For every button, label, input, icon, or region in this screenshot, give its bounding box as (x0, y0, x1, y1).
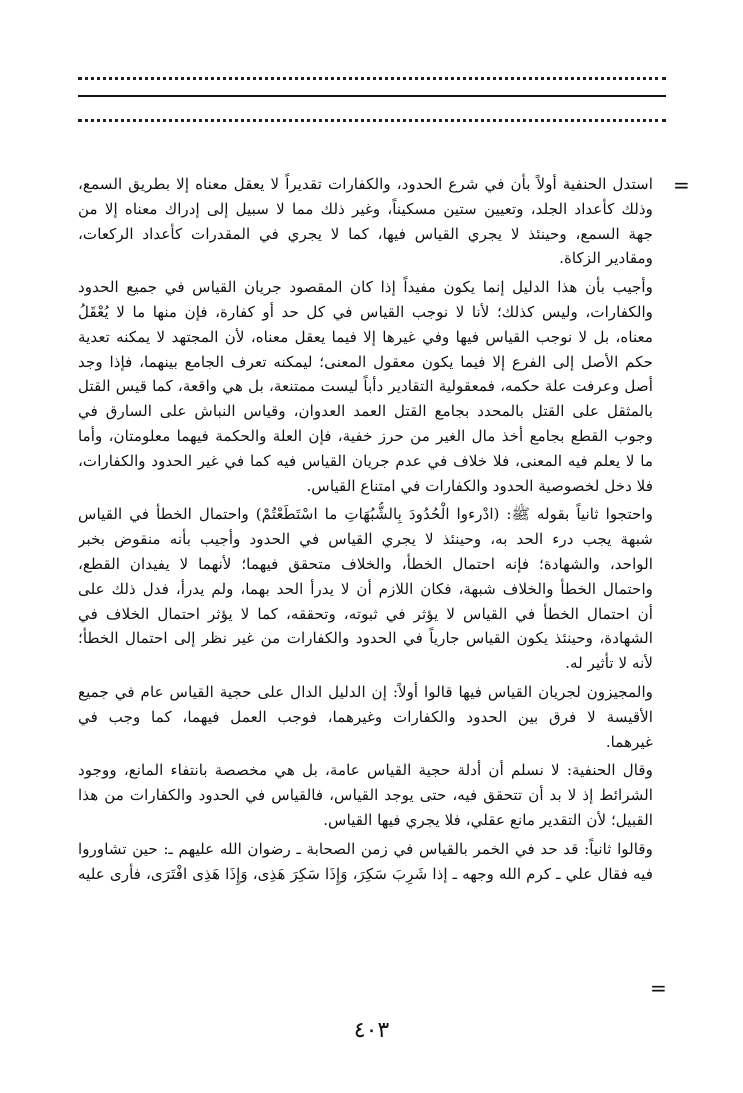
text-line: القبيل؛ لأن التقدير مانع عقلي، فلا يجري فيها القياس. (323, 810, 653, 829)
text-line: أصل وعرفت علة حكمه، فمعقولية التقادير دأباً ليست ممتنعة، بل هي واقعة، كما قيس القتل (78, 377, 653, 396)
paragraph (78, 275, 653, 498)
text-line: ومقادير الزكاة. (559, 249, 653, 268)
paragraph (78, 172, 653, 271)
text-line: وقال الحنفية: لا نسلم أن أدلة حجية القياس عامة، بل هي مخصصة بانتفاء المانع، ووجود (78, 761, 653, 780)
text-line: فيه فقال علي ـ كرم الله وجهه ـ إذا شَرِبَ سَكِرَ، وَإِذَا سَكِرَ هَذِى، وَإِذَا هَذِى افْتَرَى، فأرى عليه (78, 864, 653, 883)
text-line: بالمثقل على القتل بالمحدد بجامع القتل العمد العدوان، وقياس النباش على السارق في (78, 402, 653, 421)
header-solid-rule (78, 95, 666, 97)
text-line: ما لا يعلم فيه المعنى، فلا خلاف في عدم جريان القياس فيه كما في غير الحدود والكفارات، (78, 451, 653, 470)
text-line: الشرائط إذ لا بد أن تتحقق فيه، حتى يوجد القياس، فالقياس في الحدود والكفارات من هذا (78, 786, 653, 805)
paragraph (78, 502, 653, 676)
paragraph (78, 680, 653, 754)
header-dotted-rule-top (78, 77, 666, 80)
text-line: وقالوا ثانياً: قد حد في الخمر بالقياس في زمن الصحابة ـ رضوان الله عليهم ـ: حين تشاوروا (78, 839, 653, 858)
text-line: والمجيزون لجريان القياس فيها قالوا أولاً: إن الدليل الدال على حجية القياس عام في جميع (78, 682, 653, 701)
text-line: والكفارات، وليس كذلك؛ لأنا لا نوجب القياس في كل حد أو كفارة، فإن منها ما لا يُعْقَلُ (78, 302, 653, 321)
text-line: غيرهما. (605, 732, 653, 751)
text-line: الأقيسة لا فرق بين الحدود والكفارات وغيرهما، فوجب العمل فيهما، كما وجب في (78, 707, 653, 726)
text-line: استدل الحنفية أولاً بأن في شرع الحدود، والكفارات تقديراً لا يعقل معناه إلا بطريق السمع، (78, 175, 653, 193)
text-line: فلا دخل لخصوصية الحدود والكفارات في امتناع القياس. (306, 476, 653, 495)
continuation-marker-start: = (673, 173, 690, 197)
page-body-text (78, 172, 653, 886)
text-line: حكم الأصل إلى الفرع إلا فيما يكون معقول المعنى؛ ليمكنه تعرف الجامع بينهما، فإذا وجد (78, 352, 653, 371)
page-number: ٤٠٣ (353, 1018, 390, 1043)
text-line: واحتمال الخطأ والخلاف شبهة، فكان اللازم أن لا يدرأ الحد بهما، ولم يدرأ، فدل ذلك على (78, 579, 653, 598)
text-line: جهة السمع، وحينئذ لا يجري القياس فيها، كما لا يجري في المقدرات كأعداد الركعات، (78, 224, 653, 243)
text-line: أن احتمال الخطأ في القياس لا يؤثر في ثبوته، وتحققه، كما لا يؤثر احتمال الخلاف في (78, 604, 653, 623)
header-dotted-rule-bottom (78, 119, 666, 122)
text-line: واحتجوا ثانياً بقوله ﷺ: (ادْرءوا الْحُدُودَ بِالشُّبُهَاتِ ما اسْتَطَعْتُمْ) واحتمال الخطأ في القياس (78, 505, 653, 524)
text-line: الواحد، والشهادة؛ فإنه احتمال الخطأ، والخلاف متحقق فيهما؛ لأنهما لا يفيدان القطع، (78, 554, 653, 573)
text-line: شبهة يجب درء الحد به، وحينئذ لا يجري القياس في الحدود وأجيب بأنه منقوض بخبر (78, 530, 653, 549)
text-line: معناه، بل لا نوجب القياس فيها وفي غيرها إلا فيما يعقل معناه، لأن المجتهد لا يمكنه تعدية (78, 327, 653, 346)
text-line: وأجيب بأن هذا الدليل إنما يكون مفيداً إذا كان المقصود جريان القياس في جميع الحدود (78, 278, 653, 297)
paragraph (78, 758, 653, 832)
continuation-marker-end: = (650, 976, 667, 1000)
paragraph (78, 837, 653, 887)
text-line: وجوب القطع بجامع أخذ مال الغير من حرز خفية، فإن العلة والحكمة فيهما معلومتان، وأما (78, 426, 653, 445)
text-line: الشهادة، وحينئذ يكون القياس جارياً في الحدود والكفارات من غير نظر إلى احتمال الخطأ؛ (78, 629, 653, 648)
text-line: وذلك كأعداد الجلد، وتعيين ستين مسكيناً، وغير ذلك مما لا سبيل إلى إدراك معناه إلا من (78, 199, 653, 218)
text-line: لأنه لا تأثير له. (565, 654, 653, 673)
